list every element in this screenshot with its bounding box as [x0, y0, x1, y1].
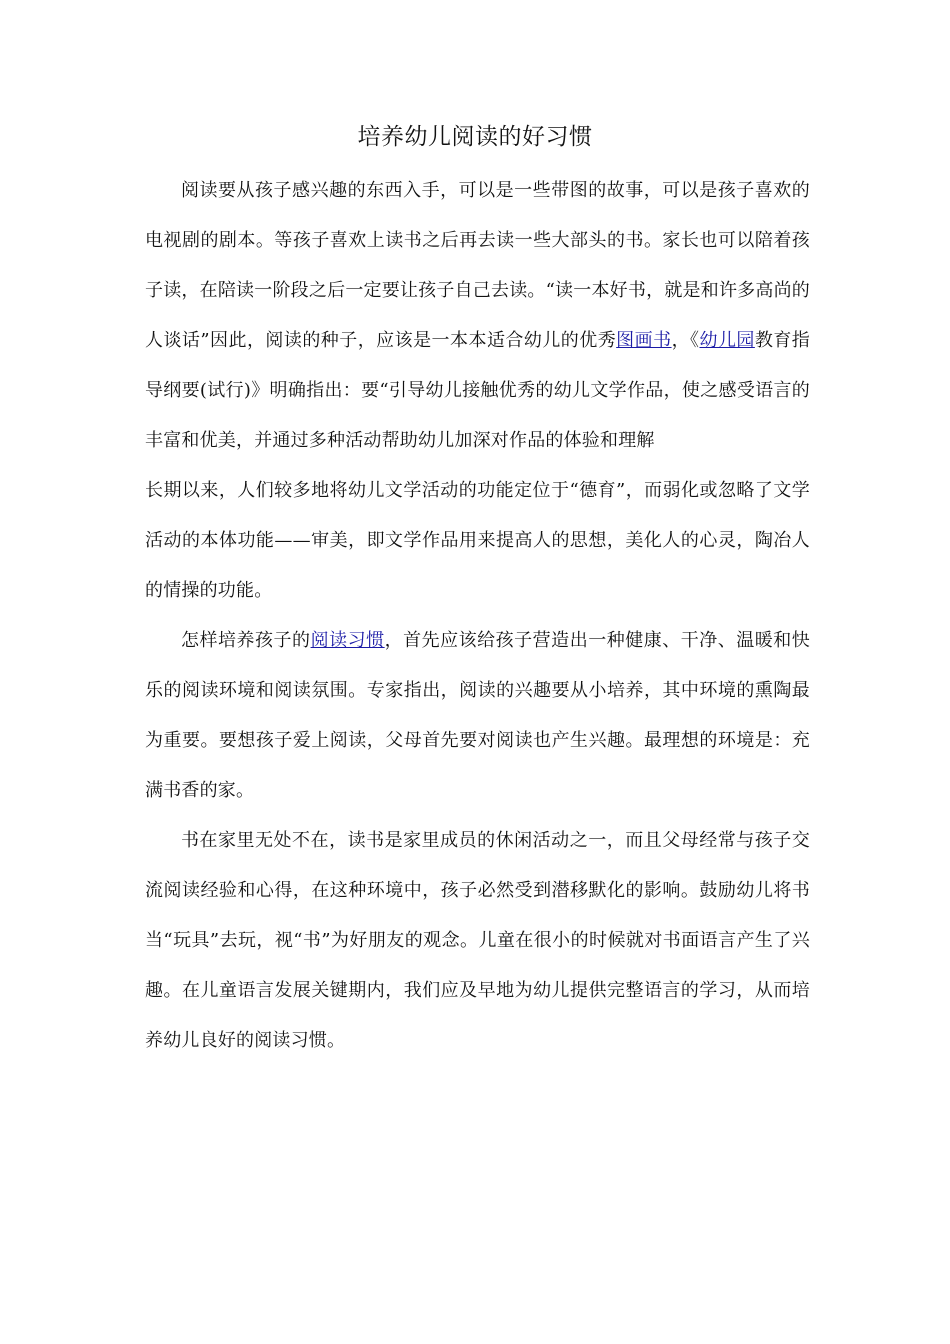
paragraph-2-text-a: 怎样培养孩子的 — [181, 630, 311, 651]
link-reading-habit[interactable]: 阅读习惯 — [310, 630, 385, 651]
paragraph-1-text-b: ，《 — [671, 330, 700, 351]
link-kindergarten[interactable]: 幼儿园 — [699, 330, 755, 351]
paragraph-1-text-a: 阅读要从孩子感兴趣的东西入手，可以是一些带图的故事，可以是孩子喜欢的电视剧的剧本。等孩子喜欢上读书之后再去读一些大部头的书。家长也可以陪着孩子读，在陪读一阶段之后一定要让孩子自己去读。“读一本好书，就是和许多高尚的人谈话”因此，阅读的种子，应该是一本本适合幼儿的优秀 — [145, 180, 810, 351]
paragraph-1-continuation: 长期以来，人们较多地将幼儿文学活动的功能定位于“德育”，而弱化或忽略了文学活动的本体功能——审美，即文学作品用来提高人的思想，美化人的心灵，陶冶人的情操的功能。 — [145, 480, 810, 601]
paragraph-3: 书在家里无处不在，读书是家里成员的休闲活动之一，而且父母经常与孩子交流阅读经验和心得，在这种环境中，孩子必然受到潜移默化的影响。鼓励幼儿将书当“玩具”去玩，视“书”为好朋友的观念。儿童在很小的时候就对书面语言产生了兴趣。在儿童语言发展关键期内，我们应及早地为幼儿提供完整语言的学习，从而培养幼儿良好的阅读习惯。 — [145, 830, 810, 1051]
paragraph-1-text-c: 教育指导纲要(试行)》明确指出：要“引导幼儿接触优秀的幼儿文学作品，使之感受语言的丰富和优美，并通过多种活动帮助幼儿加深对作品的体验和理解 — [145, 330, 810, 451]
document-title: 培养幼儿阅读的好习惯 — [357, 124, 593, 150]
paragraph-2-text-b: ，首先应该给孩子营造出一种健康、干净、温暖和快乐的阅读环境和阅读氛围。专家指出，阅读的兴趣要从小培养，其中环境的熏陶最为重要。要想孩子爱上阅读，父母首先要对阅读也产生兴趣。最理想的环境是：充满书香的家。 — [145, 630, 810, 801]
document-body — [145, 166, 810, 1066]
paragraph-1 — [145, 166, 810, 466]
link-picture-book[interactable]: 图画书 — [616, 330, 672, 351]
paragraph-2 — [145, 616, 810, 816]
